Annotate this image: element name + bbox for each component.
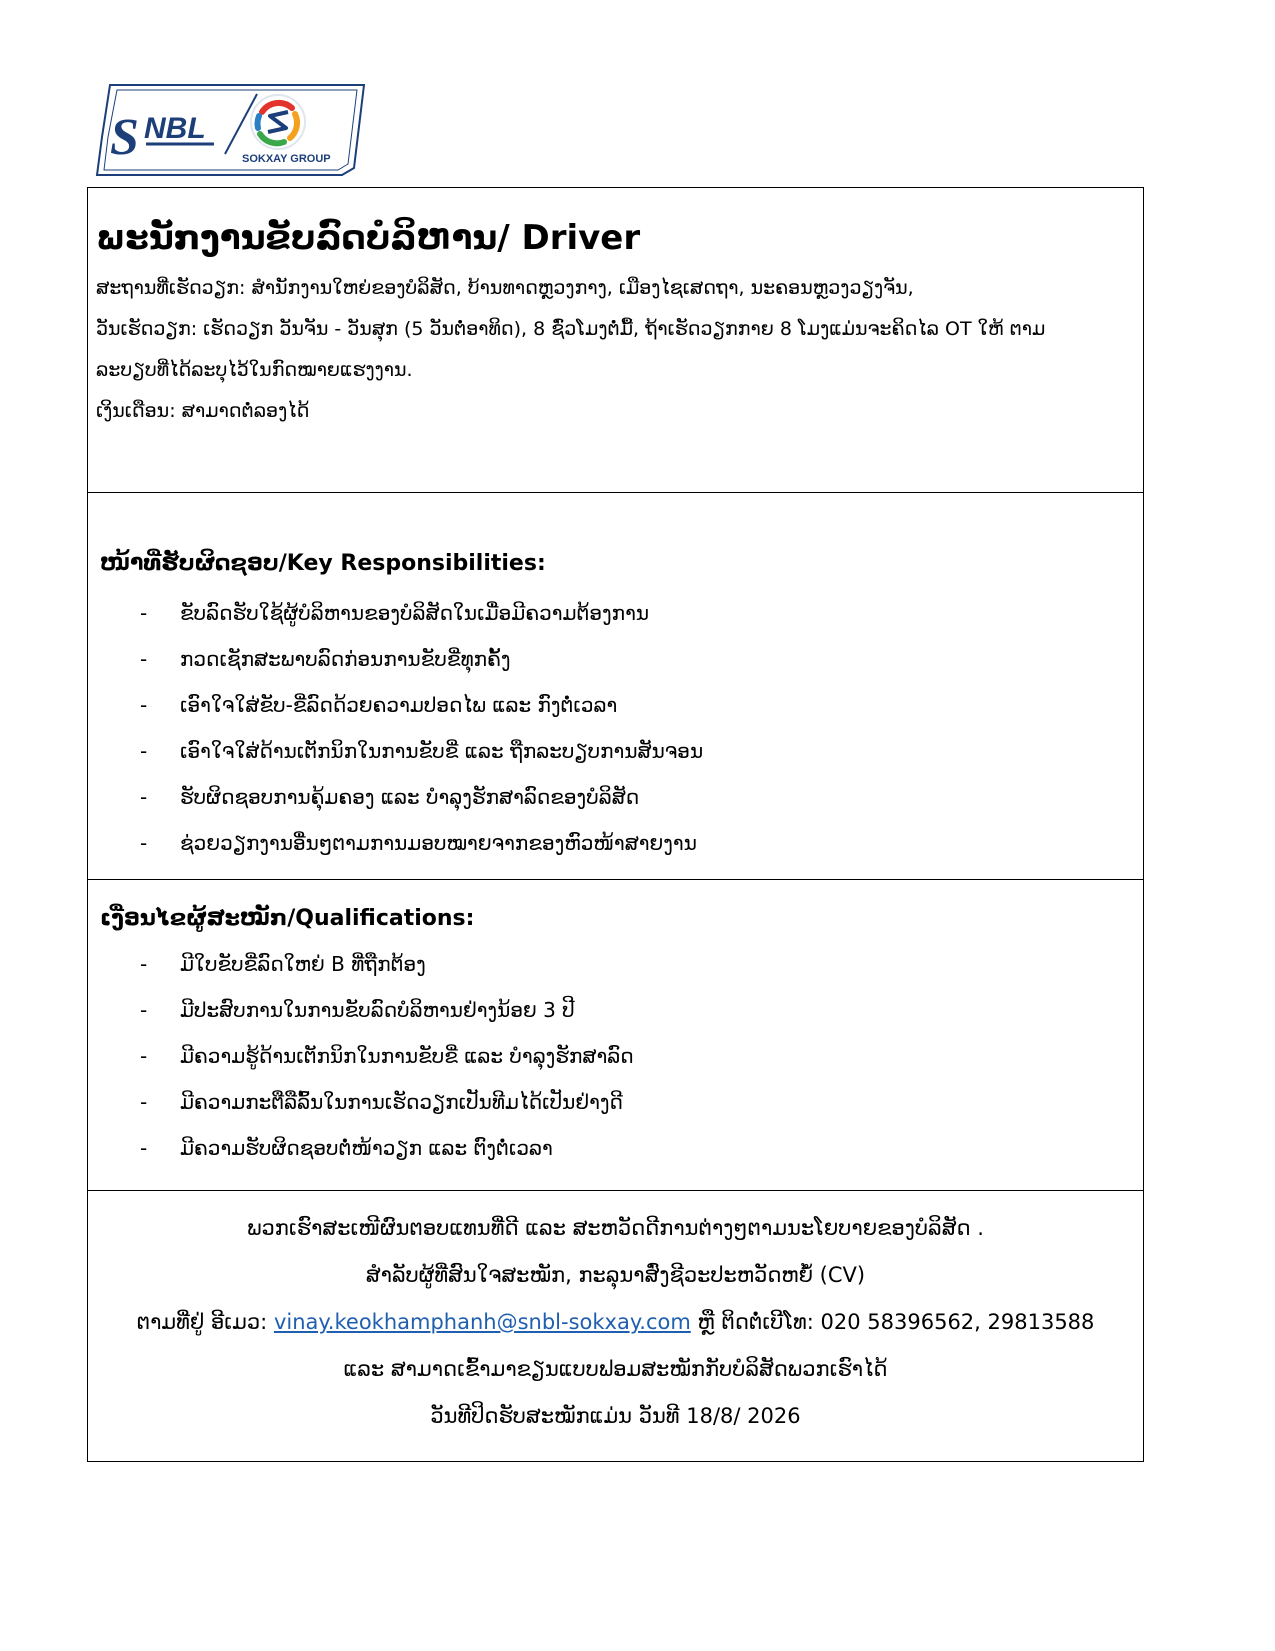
list-item: - ເອົາໃຈໃສ່ຂັບ-ຂີ່ລົດດ້ວຍຄວາມປອດໄພ ແລະ ກົງຕໍ່ເວລາ [140, 693, 618, 717]
work-schedule-continued: ລະບຽບທີ່ໄດ້ລະບຸໄວ້ໃນກົດໝາຍແຮງງານ. [96, 359, 413, 381]
job-posting-frame [87, 187, 1144, 1462]
contact-phone: ຫຼື ຕິດຕໍ່ເບີໂທ: 020 58396562, 29813588 [690, 1310, 1095, 1334]
job-title: ພະນັກງານຂັບລົດບໍລິຫານ/ Driver [96, 218, 641, 258]
list-item: - ຮັບຜິດຊອບການຄຸ້ມຄອງ ແລະ ບຳລຸງຮັກສາລົດຂອງບໍລິສັດ [140, 785, 640, 809]
responsibilities-heading: ໜ້າທີ່ຮັບຜິດຊອບ/Key Responsibilities: [100, 551, 546, 576]
contact-line [88, 1310, 1143, 1334]
logo-group-text: SOKXAY GROUP [242, 153, 331, 165]
work-schedule: ວັນເຮັດວຽກ: ເຮັດວຽກ ວັນຈັນ - ວັນສຸກ (5 ວັນຕໍ່ອາທິດ), 8 ຊົ່ວໂມງຕໍ່ມື້, ຖ້າເຮັດວຽກກາຍ 8 ໂມງແມ່ນຈະຄິດໄລ OT ໃຫ້ ຕາມ [96, 318, 1046, 340]
svg-text:S: S [110, 109, 139, 166]
list-item: - ມີຄວາມກະຕືລືລົ້ນໃນການເຮັດວຽກເປັນທີມໄດ້ເປັນຢ່າງດີ [140, 1090, 623, 1114]
list-item: - ກວດເຊັກສະພາບລົດກ່ອນການຂັບຂີ່ທຸກຄັ້ງ [140, 647, 511, 671]
salary: ເງິນເດືອນ: ສາມາດຕໍ່ລອງໄດ້ [96, 400, 310, 422]
apply-instructions: ສຳລັບຜູ້ທີ່ສົນໃຈສະໝັກ, ກະລຸນາສົ່ງຊີວະປະຫວັດຫຍໍ້ (CV) [365, 1263, 866, 1287]
list-item: - ມີໃບຂັບຂີ່ລົດໃຫຍ່ B ທີ່ຖືກຕ້ອງ [140, 952, 426, 976]
company-logo [92, 82, 372, 182]
qualifications-heading: ເງື່ອນໄຂຜູ້ສະໝັກ/Qualifications: [100, 906, 475, 931]
sokxay-emblem-icon [251, 95, 305, 149]
qualifications-section [88, 880, 1143, 1191]
email-link[interactable]: vinay.keokhamphanh@snbl-sokxay.com [273, 1310, 691, 1334]
benefits-text: ພວກເຮົາສະເໜີຜົນຕອບແທນທີ່ດີ ແລະ ສະຫວັດດີການຕ່າງໆຕາມນະໂຍບາຍຂອງບໍລິສັດ . [247, 1216, 984, 1240]
application-section [88, 1191, 1143, 1461]
application-form-text: ແລະ ສາມາດເຂົ້າມາຂຽນແບບຟອມສະໝັກກັບບໍລິສັດພວກເຮົາໄດ້ [343, 1357, 888, 1381]
contact-prefix: ຕາມທີ່ຢູ່ ອີເມວ: [136, 1310, 274, 1334]
list-item: - ມີຄວາມຮັບຜິດຊອບຕໍ່ໜ້າວຽກ ແລະ ຕົງຕໍ່ເວລາ [140, 1136, 553, 1160]
list-item: - ຂັບລົດຮັບໃຊ້ຜູ້ບໍລິຫານຂອງບໍລິສັດໃນເມື່ອມີຄວາມຕ້ອງການ [140, 601, 650, 625]
list-item: - ມີປະສົບການໃນການຂັບລົດບໍລິຫານຢ່າງນ້ອຍ 3 ປີ [140, 998, 575, 1022]
list-item: - ເອົາໃຈໃສ່ດ້ານເຕັກນິກໃນການຂັບຂີ່ ແລະ ຖືກລະບຽບການສັນຈອນ [140, 739, 704, 763]
closing-date: ວັນທີປິດຮັບສະໝັກແມ່ນ ວັນທີ 18/8/ 2026 [430, 1404, 801, 1428]
list-item: - ມີຄວາມຮູ້ດ້ານເຕັກນິກໃນການຂັບຂີ່ ແລະ ບຳລຸງຮັກສາລົດ [140, 1044, 634, 1068]
list-item: - ຊ່ວຍວຽກງານອື່ນໆຕາມການມອບໝາຍຈາກຂອງຫົວໜ້າສາຍງານ [140, 831, 697, 855]
header-section [88, 188, 1143, 493]
responsibilities-section [88, 493, 1143, 880]
svg-text:NBL: NBL [144, 112, 206, 145]
work-location: ສະຖານທີ່ເຮັດວຽກ: ສຳນັກງານໃຫຍ່ຂອງບໍລິສັດ, ບ້ານທາດຫຼວງກາງ, ເມືອງໄຊເສດຖາ, ນະຄອນຫຼວງວຽງຈັນ, [96, 277, 914, 299]
